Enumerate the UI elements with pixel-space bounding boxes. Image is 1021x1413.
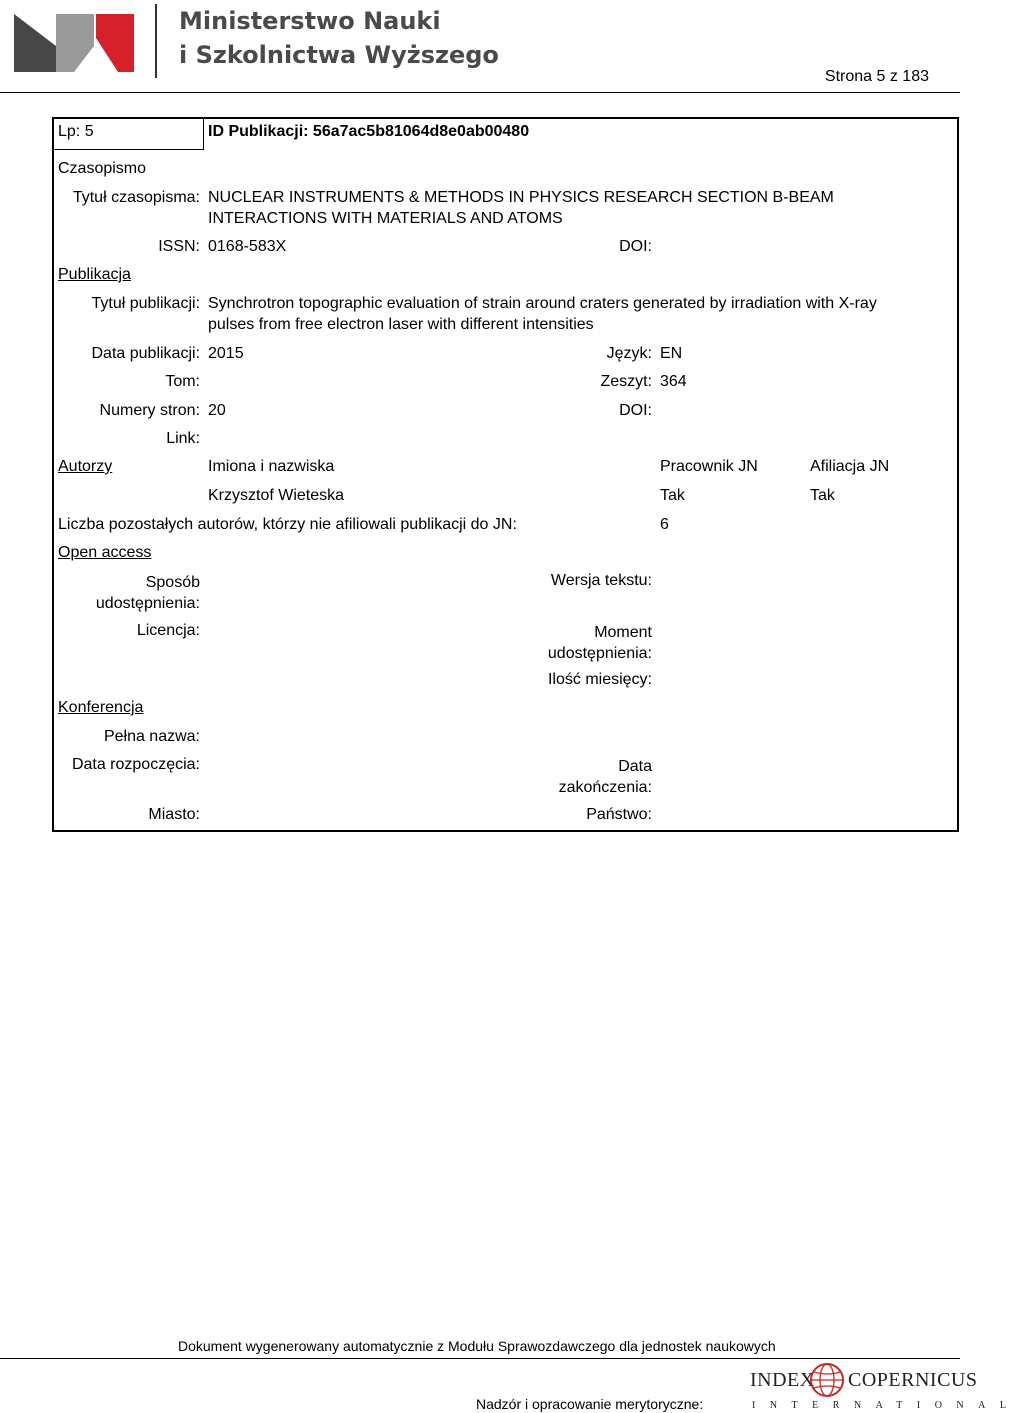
conf-end-label xyxy=(559,756,652,798)
section-authors: Autorzy xyxy=(58,458,113,475)
pub-date-label: Data publikacji: xyxy=(91,345,200,362)
publication-id: ID Publikacji: 56a7ac5b81064d8e0ab00480 xyxy=(208,123,530,140)
release-moment-label-line2: udostępnienia: xyxy=(547,645,652,662)
ministry-logo-mark xyxy=(14,6,136,76)
journal-title-label: Tytuł czasopisma: xyxy=(72,189,200,206)
journal-title-line2: INTERACTIONS WITH MATERIALS AND ATOMS xyxy=(208,210,563,227)
ministry-name-line1: Ministerstwo Nauki xyxy=(179,7,441,35)
page-indicator: Strona 5 z 183 xyxy=(824,68,929,85)
issue-value: 364 xyxy=(660,373,687,390)
journal-title-line1: NUCLEAR INSTRUMENTS & METHODS IN PHYSICS RESEARCH SECTION B-BEAM xyxy=(208,189,834,206)
access-method-label xyxy=(96,572,200,614)
footer-rule xyxy=(0,1358,960,1359)
other-authors-count: 6 xyxy=(660,516,669,533)
release-moment-label-line1: Moment xyxy=(594,624,652,641)
record-number: Lp: 5 xyxy=(58,123,94,140)
pub-date-value: 2015 xyxy=(208,345,244,362)
conf-end-label-line2: zakończenia: xyxy=(558,779,652,796)
license-label: Licencja: xyxy=(136,622,200,639)
author-employee: Tak xyxy=(660,487,685,504)
header-rule xyxy=(0,92,960,93)
pages-value: 20 xyxy=(208,402,226,419)
ic-word-index: INDEX xyxy=(750,1369,815,1391)
pages-label: Numery stron: xyxy=(99,402,200,419)
months-label: Ilość miesięcy: xyxy=(547,671,652,688)
ic-word-international: INTERNATIONAL xyxy=(752,1400,1021,1411)
supervision-label: Nadzór i opracowanie merytoryczne: xyxy=(476,1396,704,1412)
pub-doi-label: DOI: xyxy=(619,402,652,419)
link-label: Link: xyxy=(166,430,200,447)
issue-label: Zeszyt: xyxy=(600,373,652,390)
text-version-label: Wersja tekstu: xyxy=(550,572,652,589)
section-publication: Publikacja xyxy=(58,266,131,283)
section-journal: Czasopismo xyxy=(58,160,147,177)
generated-note: Dokument wygenerowany automatycznie z Modułu Sprawozdawczego dla jednostek naukowych xyxy=(178,1338,776,1354)
conf-country-label: Państwo: xyxy=(586,806,652,823)
pub-title-line2: pulses from free electron laser with different intensities xyxy=(208,316,594,333)
logo-divider xyxy=(155,4,157,78)
authors-col-names: Imiona i nazwiska xyxy=(208,458,335,475)
conf-full-name-label: Pełna nazwa: xyxy=(103,728,200,745)
conf-city-label: Miasto: xyxy=(148,806,200,823)
pub-title-label: Tytuł publikacji: xyxy=(91,295,200,312)
globe-icon xyxy=(808,1361,846,1399)
ministry-name xyxy=(179,4,499,72)
conf-start-label: Data rozpoczęcia: xyxy=(71,756,200,773)
access-method-label-line2: udostępnienia: xyxy=(95,595,200,612)
section-conference: Konferencja xyxy=(58,699,144,716)
authors-col-affiliation: Afiliacja JN xyxy=(810,458,890,475)
pub-title-line1: Synchrotron topographic evaluation of strain around craters generated by irradiation with X-ray xyxy=(208,295,877,312)
conf-end-label-line1: Data xyxy=(618,758,652,775)
language-value: EN xyxy=(660,345,683,362)
other-authors-label: Liczba pozostałych autorów, którzy nie afiliowali publikacji do JN: xyxy=(58,516,517,533)
language-label: Język: xyxy=(606,345,652,362)
author-name: Krzysztof Wieteska xyxy=(208,487,345,504)
issn-label: ISSN: xyxy=(158,238,200,255)
author-affiliation: Tak xyxy=(810,487,835,504)
ministry-name-line2: i Szkolnictwa Wyższego xyxy=(179,41,499,69)
ministry-logo xyxy=(14,6,136,76)
section-open-access: Open access xyxy=(58,544,152,561)
ic-word-copernicus: COPERNICUS xyxy=(848,1369,978,1391)
journal-doi-label: DOI: xyxy=(619,238,652,255)
release-moment-label xyxy=(548,622,652,664)
access-method-label-line1: Sposób xyxy=(145,574,200,591)
volume-label: Tom: xyxy=(165,373,200,390)
authors-col-employee: Pracownik JN xyxy=(660,458,758,475)
issn-value: 0168-583X xyxy=(208,238,287,255)
